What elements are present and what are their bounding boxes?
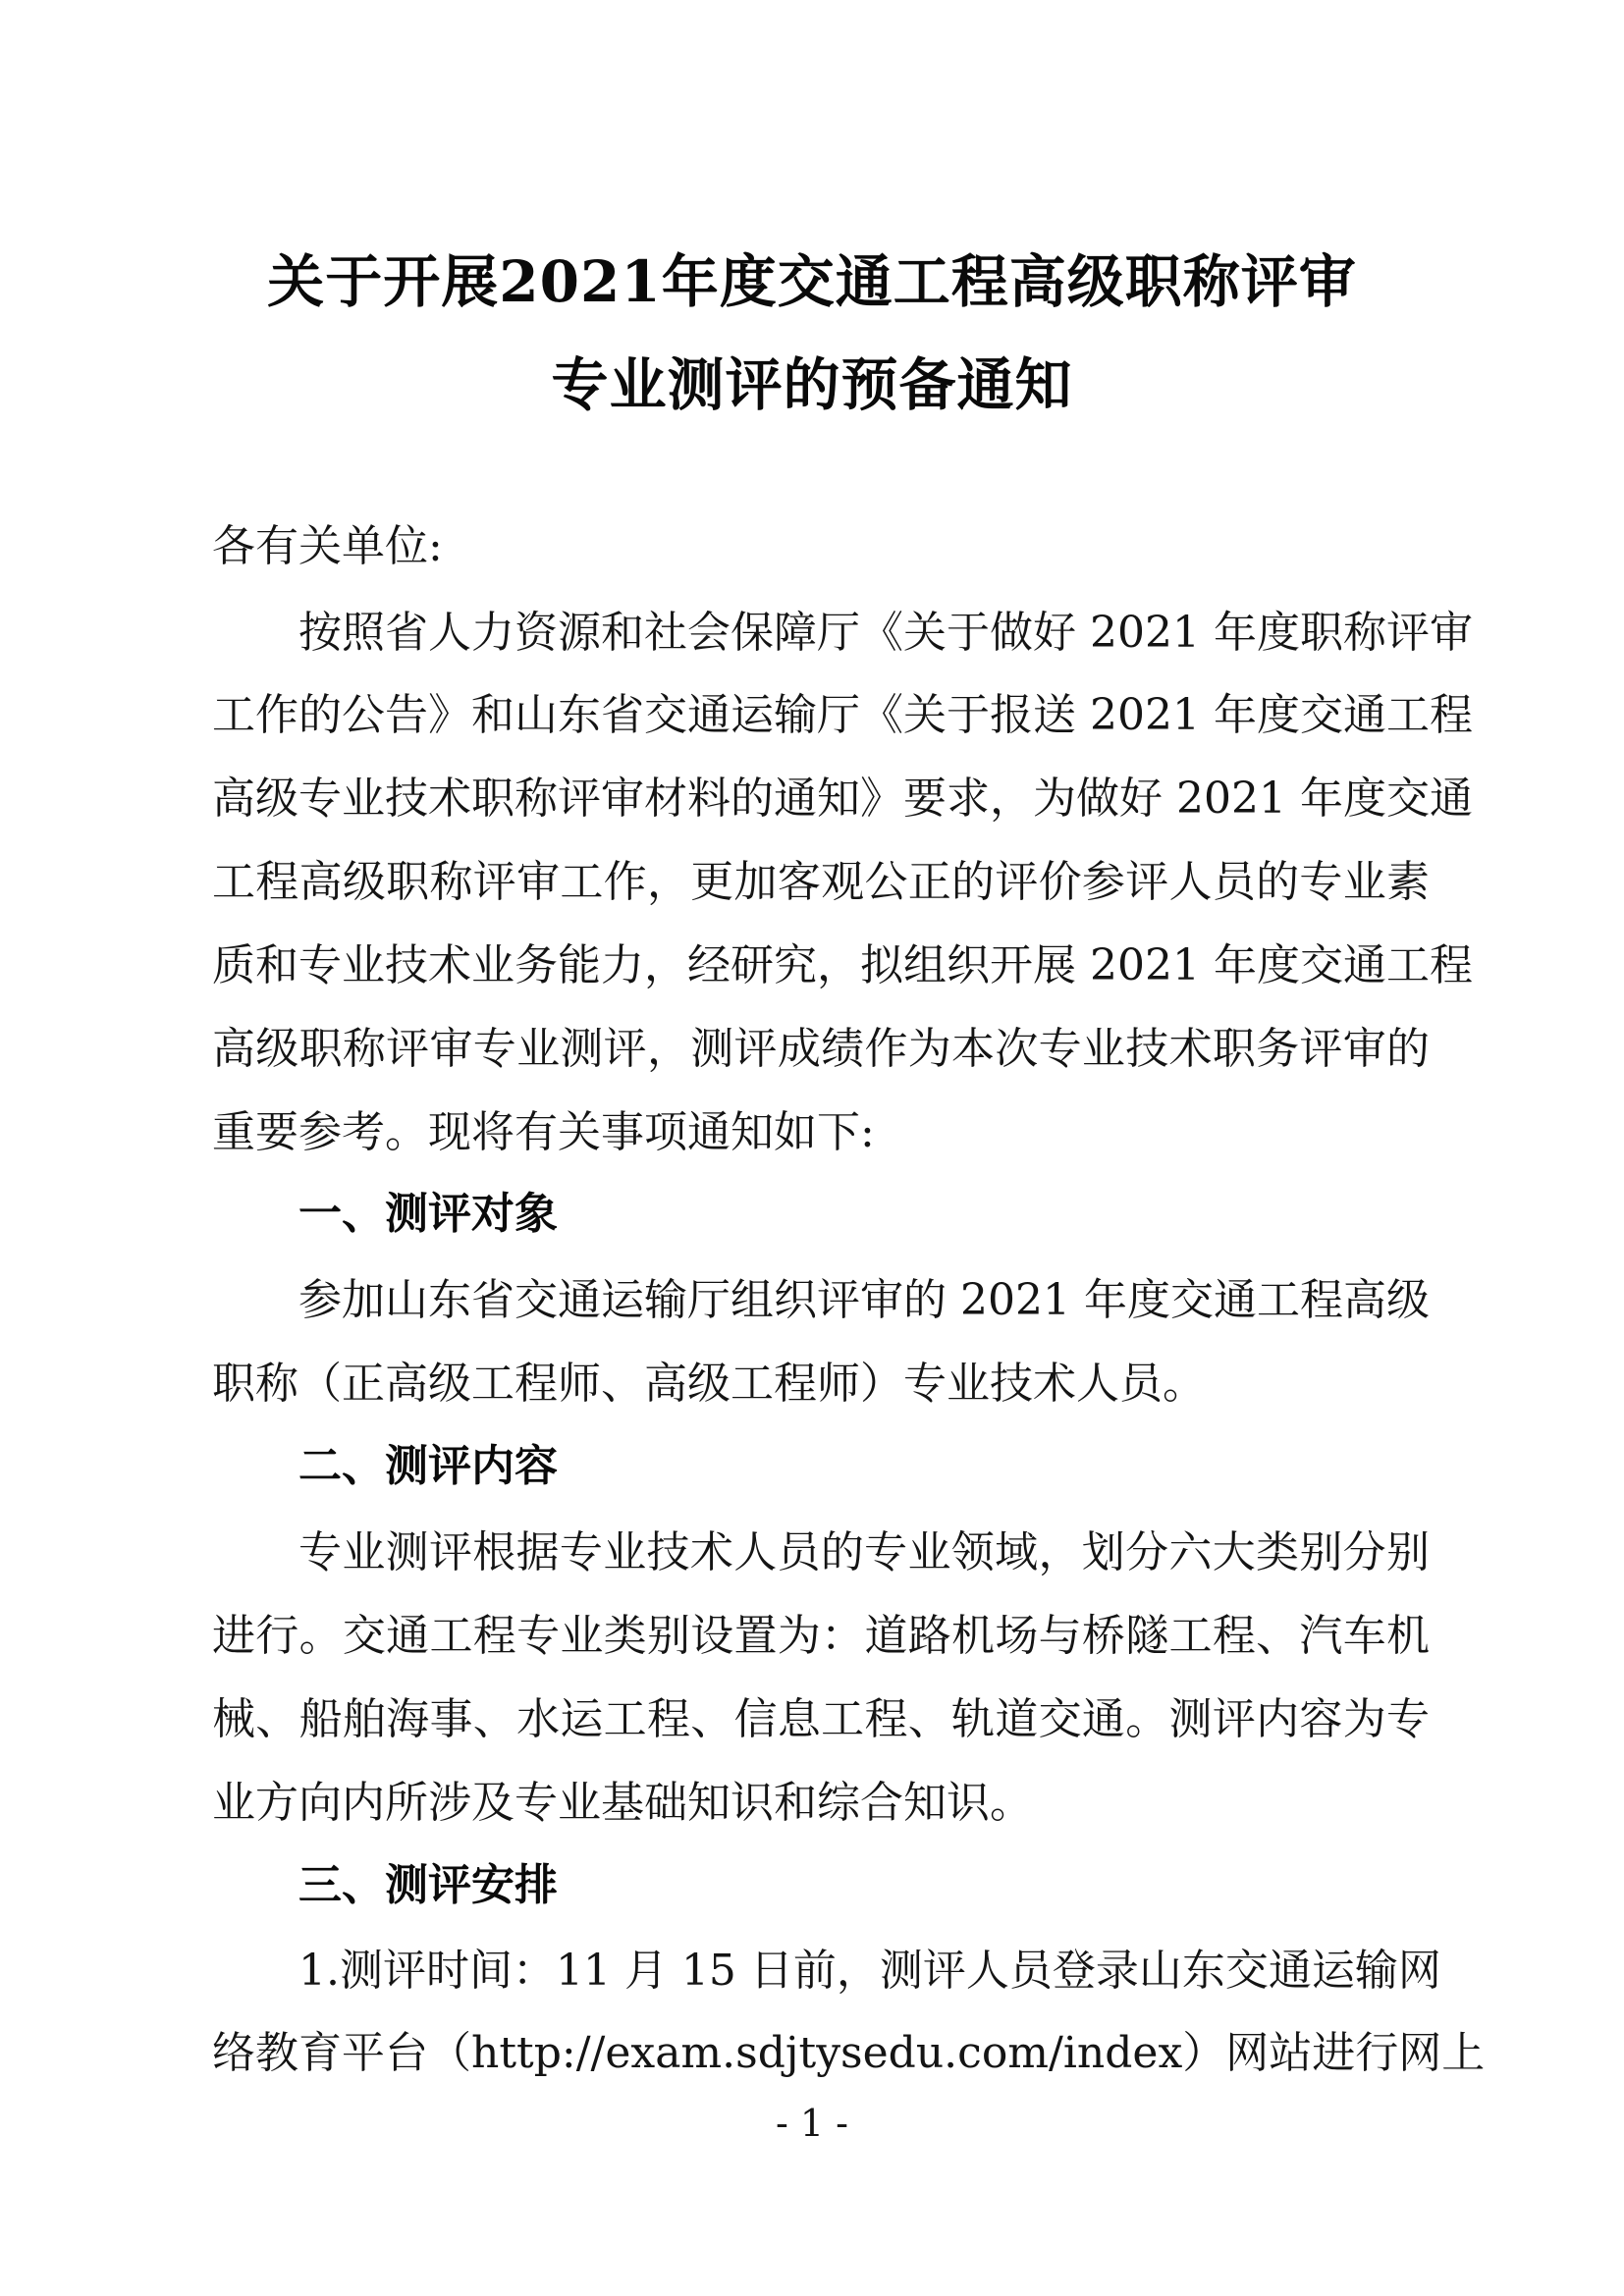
section-2-line: 业方向内所涉及专业基础知识和综合知识。 — [212, 1778, 1033, 1828]
page-number: - 1 - — [775, 2102, 848, 2145]
intro-line: 按照省人力资源和社会保障厅《关于做好 2021 年度职称评审 — [298, 608, 1473, 658]
section-1-heading: 一、测评对象 — [298, 1189, 558, 1239]
section-3-heading: 三、测评安排 — [298, 1860, 558, 1910]
section-2-line: 械、船舶海事、水运工程、信息工程、轨道交通。测评内容为专 — [212, 1694, 1430, 1744]
title-line-1: 关于开展2021年度交通工程高级职称评审 — [267, 248, 1357, 315]
section-2-line: 进行。交通工程专业类别设置为：道路机场与桥隧工程、汽车机 — [212, 1611, 1430, 1661]
intro-line: 高级专业技术职称评审材料的通知》要求，为做好 2021 年度交通 — [212, 774, 1473, 824]
section-1-line: 职称（正高级工程师、高级工程师）专业技术人员。 — [212, 1359, 1206, 1409]
intro-line: 重要参考。现将有关事项通知如下: — [212, 1107, 875, 1157]
section-1-line: 参加山东省交通运输厅组织评审的 2021 年度交通工程高级 — [298, 1275, 1430, 1325]
intro-line: 工程高级职称评审工作，更加客观公正的评价参评人员的专业素 — [212, 857, 1430, 907]
intro-line: 工作的公告》和山东省交通运输厅《关于报送 2021 年度交通工程 — [212, 690, 1473, 740]
section-3-line: 1.测评时间：11 月 15 日前，测评人员登录山东交通运输网 — [298, 1946, 1441, 1996]
title-line-2: 专业测评的预备通知 — [551, 351, 1073, 418]
salutation: 各有关单位: — [212, 521, 443, 571]
section-2-line: 专业测评根据专业技术人员的专业领域，划分六大类别分别 — [298, 1527, 1430, 1577]
section-2-heading: 二、测评内容 — [298, 1441, 558, 1491]
intro-line: 高级职称评审专业测评，测评成绩作为本次专业技术职务评审的 — [212, 1024, 1430, 1074]
intro-line: 质和专业技术业务能力，经研究，拟组织开展 2021 年度交通工程 — [212, 940, 1473, 990]
section-3-line: 络教育平台（http://exam.sdjtysedu.com/index）网站进行网上 — [212, 2028, 1486, 2078]
